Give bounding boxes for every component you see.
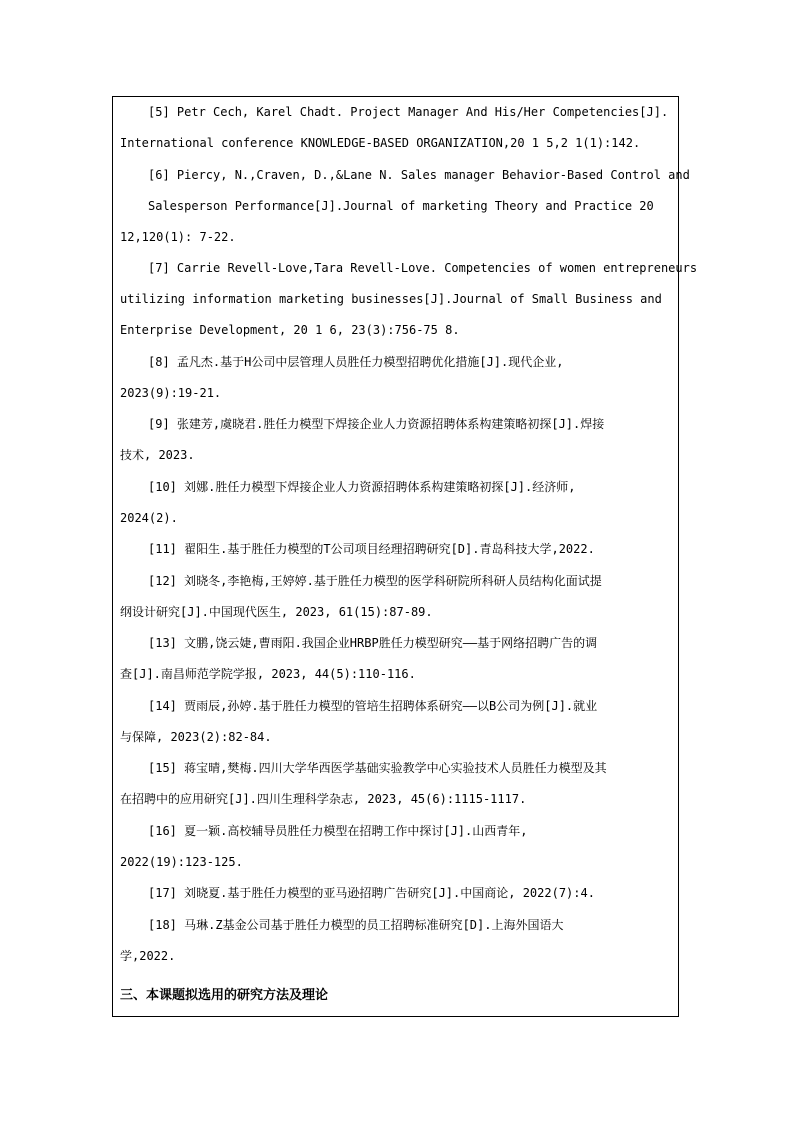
reference-10-line-2: 2024(2). xyxy=(120,511,178,525)
reference-6-line-3: 12,120(1): 7-22. xyxy=(120,230,236,244)
reference-6-line-1: [6] Piercy, N.,Craven, D.,&Lane N. Sales manager Behavior-Based Control and xyxy=(148,168,690,182)
reference-8-line-2: 2023(9):19-21. xyxy=(120,386,222,400)
reference-8-line-1: [8] 孟凡杰.基于H公司中层管理人员胜任力模型招聘优化措施[J].现代企业, xyxy=(148,355,564,369)
reference-14-line-2: 与保障, 2023(2):82-84. xyxy=(120,730,272,744)
reference-5-line-1: [5] Petr Cech, Karel Chadt. Project Manager And His/Her Competencies[J]. xyxy=(148,105,669,119)
reference-9-line-2: 技术, 2023. xyxy=(120,448,195,462)
reference-5-line-2: International conference KNOWLEDGE-BASED ORGANIZATION,20 1 5,2 1(1):142. xyxy=(120,136,641,150)
reference-12-line-1: [12] 刘晓冬,李艳梅,王婷婷.基于胜任力模型的医学科研院所科研人员结构化面试提 xyxy=(148,574,602,588)
reference-9-line-1: [9] 张建芳,虞晓君.胜任力模型下焊接企业人力资源招聘体系构建策略初探[J].焊接 xyxy=(148,417,605,431)
reference-18-line-2: 学,2022. xyxy=(120,949,176,963)
reference-15-line-1: [15] 蒋宝晴,樊梅.四川大学华西医学基础实验教学中心实验技术人员胜任力模型及其 xyxy=(148,761,607,775)
reference-12-line-2: 纲设计研究[J].中国现代医生, 2023, 61(15):87-89. xyxy=(120,605,433,619)
reference-7-line-1: [7] Carrie Revell-Love,Tara Revell-Love. Competencies of women entrepreneurs xyxy=(148,261,698,275)
reference-17-line-1: [17] 刘晓夏.基于胜任力模型的亚马逊招聘广告研究[J].中国商论, 2022(7):4. xyxy=(148,886,595,900)
reference-16-line-2: 2022(19):123-125. xyxy=(120,855,243,869)
reference-15-line-2: 在招聘中的应用研究[J].四川生理科学杂志, 2023, 45(6):1115-1117. xyxy=(120,792,527,806)
reference-18-line-1: [18] 马琳.Z基金公司基于胜任力模型的员工招聘标准研究[D].上海外国语大 xyxy=(148,918,564,932)
reference-7-line-2: utilizing information marketing businesses[J].Journal of Small Business and xyxy=(120,292,662,306)
reference-13-line-1: [13] 文鹏,饶云婕,曹雨阳.我国企业HRBP胜任力模型研究——基于网络招聘广告的调 xyxy=(148,636,598,650)
reference-6-line-2: Salesperson Performance[J].Journal of marketing Theory and Practice 20 xyxy=(148,199,654,213)
reference-11-line-1: [11] 翟阳生.基于胜任力模型的T公司项目经理招聘研究[D].青岛科技大学,2022. xyxy=(148,542,595,556)
reference-7-line-3: Enterprise Development, 20 1 6, 23(3):756-75 8. xyxy=(120,323,460,337)
reference-13-line-2: 查[J].南昌师范学院学报, 2023, 44(5):110-116. xyxy=(120,667,416,681)
section-heading: 三、本课题拟选用的研究方法及理论 xyxy=(120,988,329,1003)
reference-14-line-1: [14] 贾雨辰,孙婷.基于胜任力模型的管培生招聘体系研究——以B公司为例[J].就业 xyxy=(148,699,598,713)
reference-10-line-1: [10] 刘娜.胜任力模型下焊接企业人力资源招聘体系构建策略初探[J].经济师, xyxy=(148,480,576,494)
reference-16-line-1: [16] 夏一颖.高校辅导员胜任力模型在招聘工作中探讨[J].山西青年, xyxy=(148,824,528,838)
